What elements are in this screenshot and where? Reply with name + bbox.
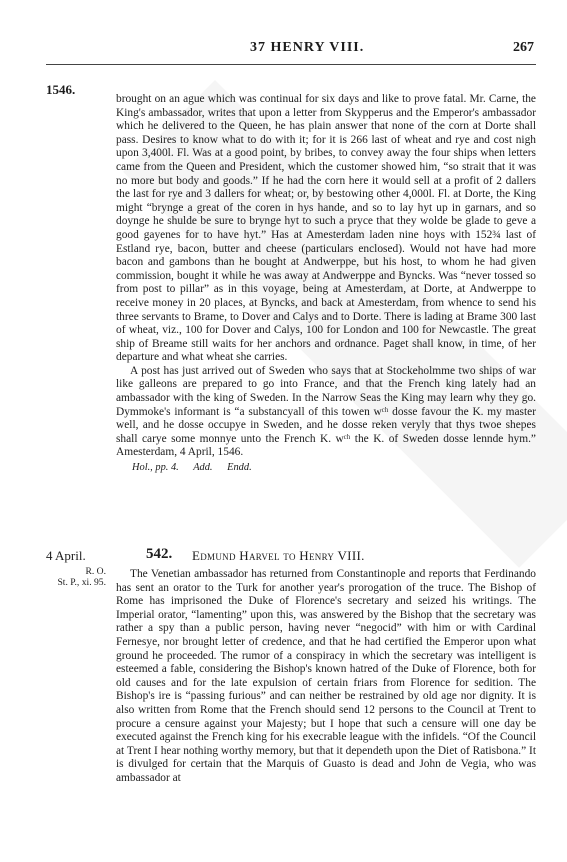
entry-542-source-reference: [46, 566, 106, 588]
source-ref-line-2: St. P., xi. 95.: [57, 577, 106, 588]
source-ref-line-1: R. O.: [85, 566, 106, 577]
entry-542-date: 4 April.: [46, 548, 86, 563]
entry-542-number: 542.: [146, 546, 173, 562]
running-title: 37 HENRY VIII.: [250, 40, 365, 55]
docket-endd: Endd.: [227, 462, 252, 474]
entry-542-body: [116, 568, 536, 786]
year-margin-label: 1546.: [46, 82, 76, 97]
page-number: 267: [513, 40, 534, 55]
entry-542-heading: [46, 546, 536, 566]
entry-542-title: Edmund Harvel to Henry VIII.: [192, 548, 365, 563]
docket-hol: Hol., pp. 4.: [132, 462, 179, 474]
entry-541-body: [116, 93, 536, 475]
header-divider: [46, 64, 536, 65]
entry-541-docket: [116, 461, 536, 475]
entry-541-paragraph-2: A post has just arrived out of Sweden who says that at Stockeholmme two ships of war like galleons are prepared to go into France, and that the French king lately had an ambassador with the king of Sweden. In the Narrow Seas the King may learn why they go. Dymmoke's informant is “a substancyall of this towen wᶜʰ dosse favour the K. my master well, and he dosse occupye in Sweden, and he dosse reken veryly that thys twoe shepes shall carye some monnye unto the French K. wᶜʰ the K. of Sweden dosse lennde hym.” Amesterdam, 4 April, 1546.: [116, 364, 536, 459]
entry-542-paragraph-1: The Venetian ambassador has returned from Constantinople and reports that Ferdinando has sent an orator to the Turk for another year's prorogation of the truce. The Bishop of Rome has imprisoned the Duke of Florence's secretary and seized his writings. The Imperial orator, “lamenting” upon this, was answered by the Bishop that the secretary was rather a spy than a public person, having never “negocid” with him or with Cardinal Fernesye, nor brought letter of credence, and that he had certified the Emperor upon what ground he proceeded. The rumor of a conspiracy in which the secretary was intelligent is esteemed a fable, considering the Bishop's known hatred of the Duke of Florence, both for old causes and for the late expulsion of certain friars from Florence for sedition. The Bishop's ire is “passing furious” and can neither be restrained by old age nor dignity. It is also written from Rome that the French should send 12 persons to the Council at Trent to procure a censure against your Majesty; but I hope that such a censure will one day be executed against the French king for his execrable league with the infidels. “Of the Council at Trent I hear nothing worthy memory, but that it dependeth upon the Diet of Ratisbona.” It is divulged for certain that the Marquis of Guasto is dead and John de Vegia, who was ambassador at: [116, 568, 536, 784]
entry-541-paragraph-1: brought on an ague which was continual for six days and like to prove fatal. Mr. Carne, the King's ambassador, writes that upon a letter from Skypperus and the Emperor's ambassador which he delivered to the Queen, he has plain answer that none of the corn at Dorte shall pass. Desires to know what to do with it; for it is 266 last of wheat and rye and cost nigh upon 3,400l. Fl. Was at a good point, by bribes, to convey away the four ships when letters came from the Queen and President, which the customer showed him, “so strait that it was no more but body and goods.” If he had the corn here it would sell at a profit of 2 dallers the last for rye and 3 dallers for wheat; or, by bestowing other 4,000l. Fl. at Dorte, the King might “brynge a great of the coren in hys hande, and so to lay hyt up in garnars, and so doynge he shulde be sure to brynge hyt to such a pryce that they wolde be glade to geve a good gayenes for to have hyt.” Has at Amesterdam laden nine hoys with 152¾ last of Estland rye, bacon, butter and cheese (particulars enclosed). Would not have had more bacon and gambons than he bought at Andwerppe, but his host, to whom he had given commission, bought it while he was away at Andwerppe and Byncks. Was “never tossed so from post to pillar” as in this voyage, being at Amesterdam, at Dorte, at Andwerppe to receive money in 20 places, at Byncks, and back at Amesterdam, from whence to send his three servants to Brame, to Dover and Calys and to Dorte. There is lading at Brame 300 last of wheat, viz., 100 for Dover and Calys, 100 for London and 100 for Newcastle. The great ship of Breame still waits for her anchors and ordnance. Paget shall know, in time, of her departure and what wheat she carries.: [116, 93, 536, 364]
docket-add: Add.: [193, 462, 213, 474]
